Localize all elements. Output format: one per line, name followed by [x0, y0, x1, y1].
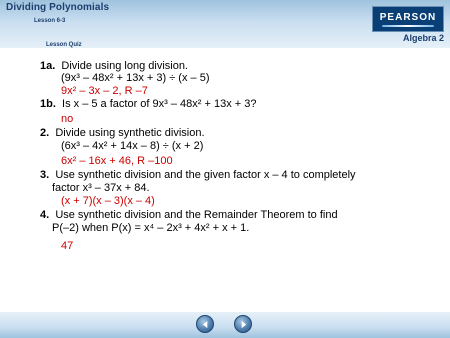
question-3-continued: factor x³ – 37x + 84.: [52, 182, 150, 194]
question-number: 2.: [40, 127, 50, 139]
lesson-number: Lesson 6-3: [34, 18, 66, 24]
answer-1b: no: [61, 113, 74, 125]
header-banner: [0, 0, 450, 48]
question-4: [40, 209, 338, 221]
question-text: Use synthetic division and the Remainder Theorem to find: [55, 209, 338, 221]
question-4-continued: P(–2) when P(x) = x⁴ – 2x³ + 4x² + x + 1.: [52, 222, 250, 234]
lesson-title: Dividing Polynomials: [6, 2, 110, 13]
next-slide-button[interactable]: [234, 315, 252, 333]
arrow-left-icon: [201, 320, 210, 329]
arrow-right-icon: [239, 320, 248, 329]
question-1a-expression: (9x³ – 48x² + 13x + 3) ÷ (x – 5): [61, 72, 210, 84]
answer-3: (x + 7)(x – 3)(x – 4): [61, 195, 155, 207]
footer-bar: [0, 312, 450, 338]
question-number: 3.: [40, 169, 50, 181]
answer-2: 6x² – 16x + 46, R –100: [61, 155, 173, 167]
question-text: Use synthetic division and the given factor x – 4 to completely: [55, 169, 356, 181]
question-text: Divide using long division.: [61, 60, 188, 72]
question-1b: [40, 98, 256, 110]
question-2-expression: (6x³ – 4x² + 14x – 8) ÷ (x + 2): [61, 140, 204, 152]
question-2: [40, 127, 205, 139]
question-1a: [40, 60, 188, 72]
answer-1a: 9x² – 3x – 2, R –7: [61, 85, 148, 97]
question-number: 1a.: [40, 60, 56, 72]
pearson-logo: [372, 6, 444, 32]
question-number: 1b.: [40, 98, 56, 110]
question-text: Is x – 5 a factor of 9x³ – 48x² + 13x + 3?: [62, 98, 257, 110]
question-number: 4.: [40, 209, 50, 221]
previous-slide-button[interactable]: [196, 315, 214, 333]
lesson-quiz-label: Lesson Quiz: [46, 42, 82, 48]
logo-text: PEARSON: [379, 11, 437, 23]
logo-swoosh: [382, 25, 434, 27]
question-3: [40, 169, 356, 181]
answer-4: 47: [61, 240, 74, 252]
question-text: Divide using synthetic division.: [55, 127, 205, 139]
course-name: Algebra 2: [402, 33, 444, 43]
